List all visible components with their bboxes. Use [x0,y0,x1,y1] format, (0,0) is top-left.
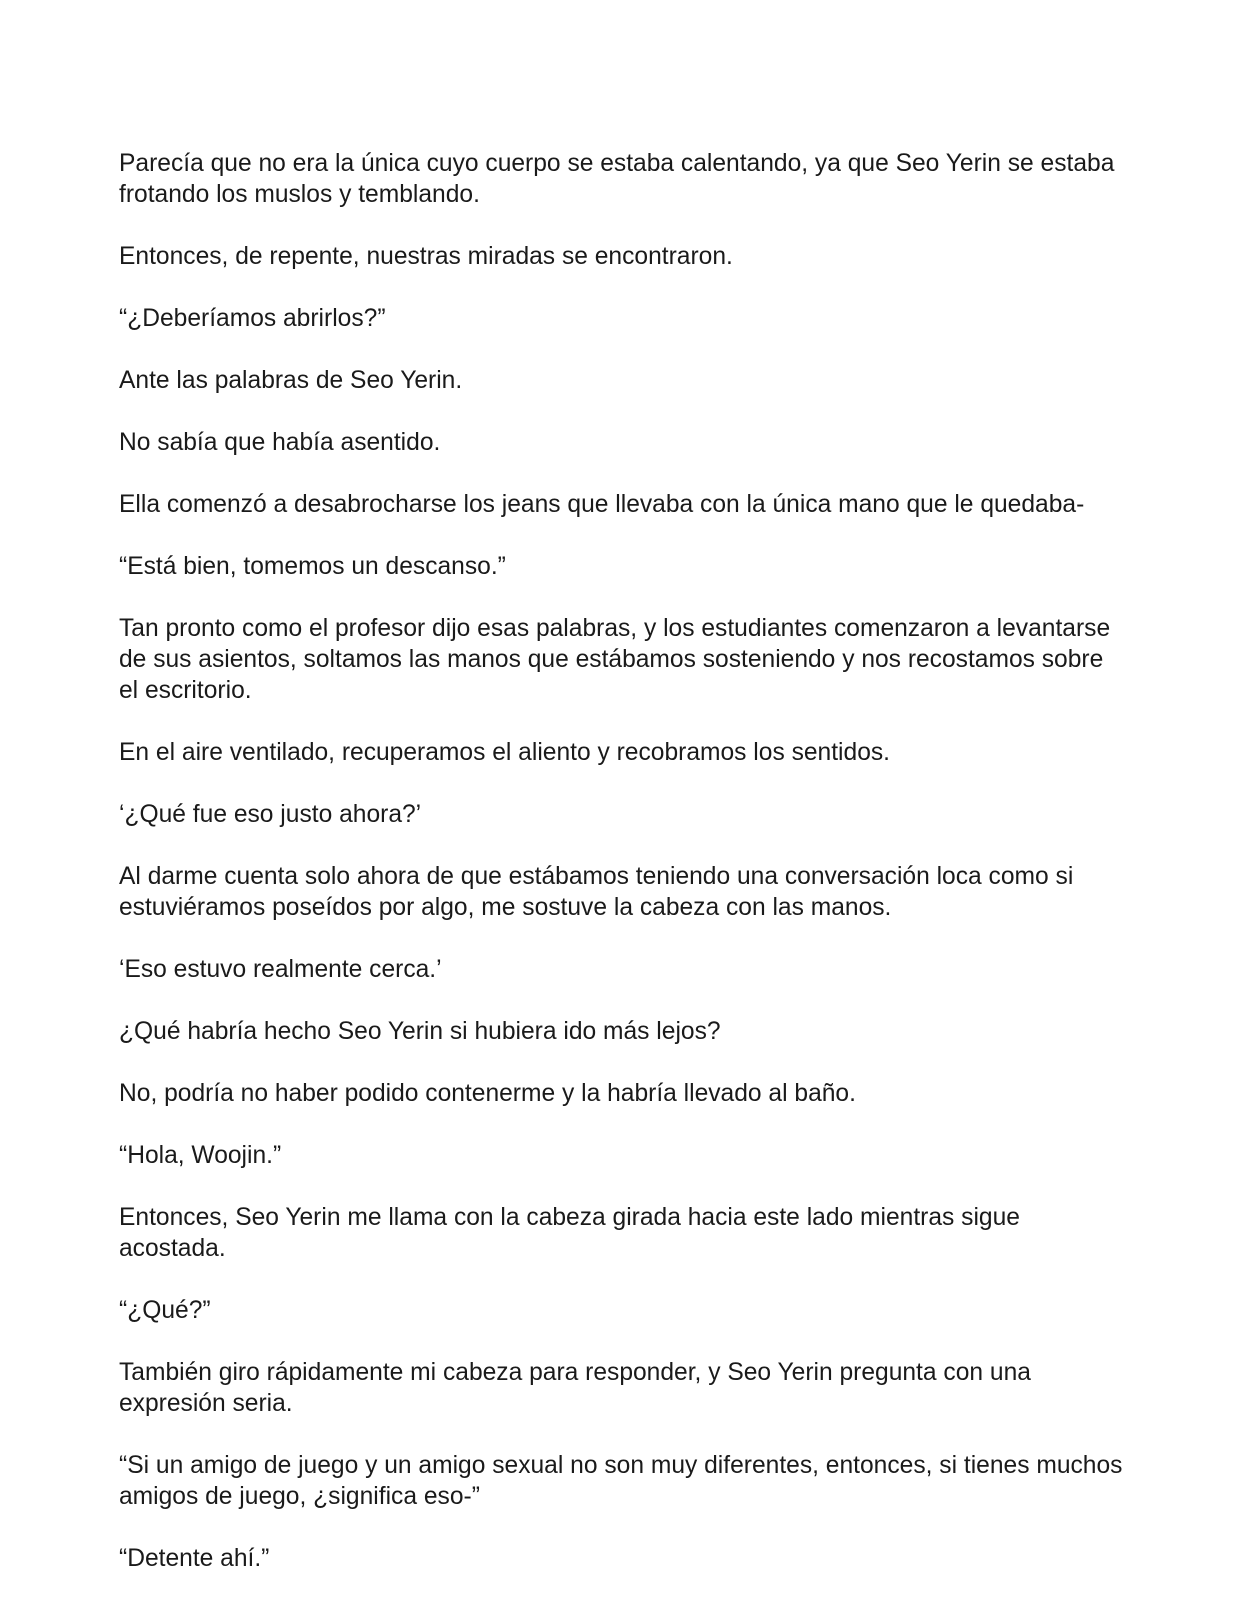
paragraph: ‘¿Qué fue eso justo ahora?’ [119,801,422,828]
paragraph: También giro rápidamente mi cabeza para responder, y Seo Yerin pregunta con una expresión seria. [119,1359,1031,1417]
paragraph: “Hola, Woojin.” [119,1142,282,1169]
paragraph: Entonces, Seo Yerin me llama con la cabeza girada hacia este lado mientras sigue acostada. [119,1204,1020,1262]
paragraph: Entonces, de repente, nuestras miradas se encontraron. [119,243,733,270]
paragraph: “¿Deberíamos abrirlos?” [119,305,386,332]
paragraph: ¿Qué habría hecho Seo Yerin si hubiera ido más lejos? [119,1018,721,1045]
paragraph: Ella comenzó a desabrocharse los jeans que llevaba con la única mano que le quedaba- [119,491,1085,518]
paragraph: Tan pronto como el profesor dijo esas palabras, y los estudiantes comenzaron a levantarse de sus asientos, soltamos las manos que estábamos sosteniendo y nos recostamos sobre el escritorio. [119,615,1111,704]
paragraph: Parecía que no era la única cuyo cuerpo se estaba calentando, ya que Seo Yerin se estaba frotando los muslos y temblando. [119,150,1115,208]
paragraph: “Si un amigo de juego y un amigo sexual no son muy diferentes, entonces, si tienes muchos amigos de juego, ¿significa eso-” [119,1452,1123,1510]
paragraph: Al darme cuenta solo ahora de que estábamos teniendo una conversación loca como si estuviéramos poseídos por algo, me sostuve la cabeza con las manos. [119,863,1074,921]
paragraph: En el aire ventilado, recuperamos el aliento y recobramos los sentidos. [119,739,891,766]
paragraph: “Detente ahí.” [119,1545,270,1572]
document-body [119,148,1129,1605]
paragraph: “Está bien, tomemos un descanso.” [119,553,506,580]
paragraph: Ante las palabras de Seo Yerin. [119,367,463,394]
paragraph: No sabía que había asentido. [119,429,441,456]
paragraph: No, podría no haber podido contenerme y la habría llevado al baño. [119,1080,856,1107]
paragraph: “¿Qué?” [119,1297,211,1324]
paragraph: ‘Eso estuvo realmente cerca.’ [119,956,442,983]
